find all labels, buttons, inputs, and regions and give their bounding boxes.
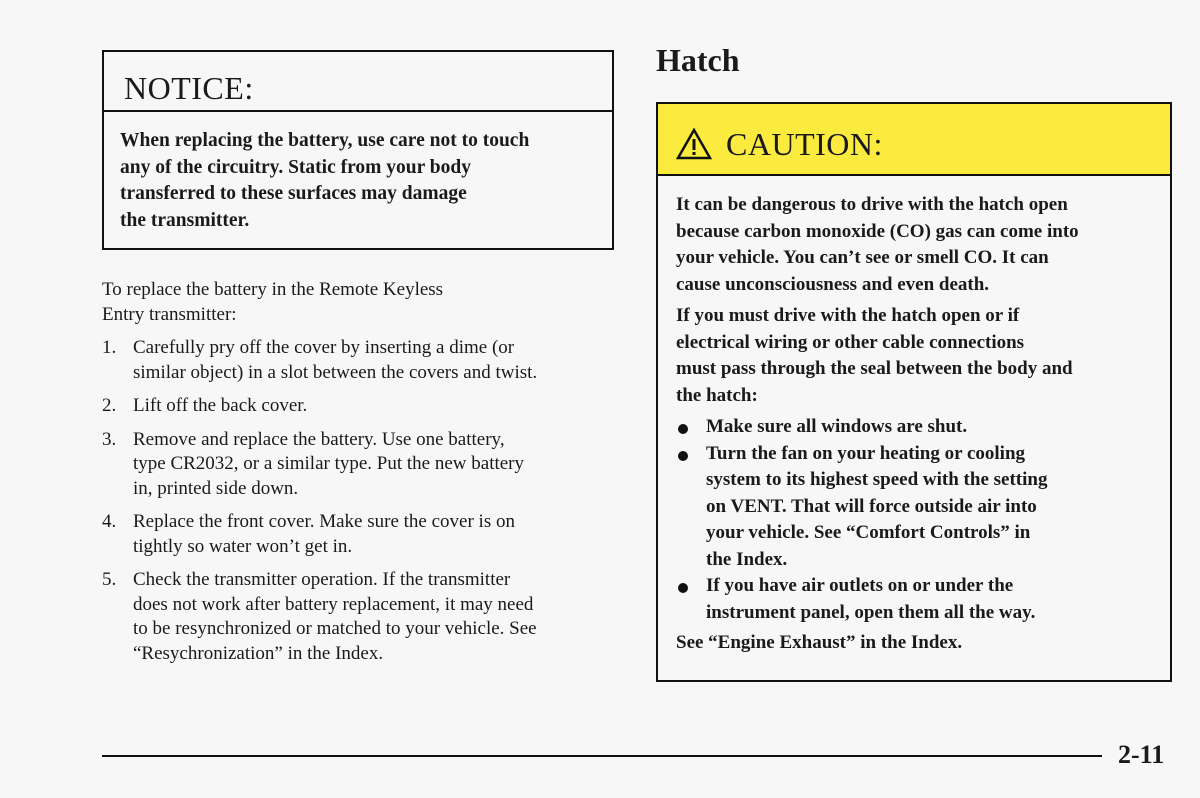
caution-box — [656, 102, 1172, 682]
caution-text — [658, 176, 1170, 657]
battery-steps-list — [102, 336, 622, 675]
section-title-hatch: Hatch — [656, 42, 740, 78]
step-number: 1. — [102, 337, 117, 358]
caution-line: electrical wiring or other cable connections — [676, 331, 1025, 353]
notice-text — [104, 112, 612, 234]
step-line: Remove and replace the battery. Use one battery, — [133, 428, 505, 450]
caution-line: because carbon monoxide (CO) gas can come into — [676, 220, 1079, 242]
bullet-line: on VENT. That will force outside air into — [706, 495, 1037, 517]
caution-line: must pass through the seal between the body and — [676, 358, 1073, 379]
notice-box — [102, 50, 614, 250]
notice-line: any of the circuitry. Static from your body — [120, 156, 471, 178]
step-line: type CR2032, or a similar type. Put the new battery — [133, 453, 525, 474]
step-line: Carefully pry off the cover by inserting a dime (or — [133, 337, 515, 358]
bullet-line: Make sure all windows are shut. — [706, 416, 968, 437]
step-item — [102, 568, 622, 666]
warning-triangle-icon — [676, 128, 712, 160]
bullet-icon — [678, 424, 688, 434]
bullet-line: instrument panel, open them all the way. — [706, 601, 1036, 623]
intro-line: Entry transmitter: — [102, 304, 237, 325]
notice-line: transferred to these surfaces may damage — [120, 183, 467, 204]
bullet-item — [676, 573, 1160, 626]
caution-paragraph — [676, 303, 1160, 409]
bullet-line: your vehicle. See “Comfort Controls” in — [706, 522, 1031, 543]
notice-line: the transmitter. — [120, 209, 250, 231]
bullet-line: the Index. — [706, 548, 788, 570]
caution-line: If you must drive with the hatch open or if — [676, 305, 1020, 326]
step-item — [102, 428, 622, 502]
intro-paragraph — [102, 277, 443, 327]
bullet-line: system to its highest speed with the setting — [706, 469, 1048, 490]
step-line: Lift off the back cover. — [133, 395, 308, 416]
step-item — [102, 336, 622, 385]
intro-line: To replace the battery in the Remote Keyless — [102, 279, 444, 300]
step-line: to be resynchronized or matched to your vehicle. See — [133, 618, 537, 639]
step-line: Replace the front cover. Make sure the cover is on — [133, 511, 515, 532]
caution-closing: See “Engine Exhaust” in the Index. — [676, 632, 963, 653]
footer-rule — [102, 755, 1102, 757]
step-line: in, printed side down. — [133, 477, 299, 499]
bullet-line: If you have air outlets on or under the — [706, 575, 1014, 596]
bullet-icon — [678, 583, 688, 593]
caution-paragraph — [676, 192, 1160, 298]
step-line: does not work after battery replacement, it may need — [133, 593, 534, 615]
notice-line: When replacing the battery, use care not to touch — [120, 130, 530, 151]
step-line: similar object) in a slot between the covers and twist. — [133, 361, 538, 383]
caution-line: It can be dangerous to drive with the hatch open — [676, 194, 1068, 215]
caution-bullet-list — [676, 414, 1160, 626]
bullet-line: Turn the fan on your heating or cooling — [706, 442, 1026, 464]
bullet-icon — [678, 451, 688, 461]
bullet-item — [676, 441, 1160, 574]
notice-heading: NOTICE: — [104, 52, 612, 112]
step-number: 2. — [102, 395, 117, 416]
caution-line: your vehicle. You can’t see or smell CO. It can — [676, 247, 1049, 268]
step-item — [102, 394, 622, 419]
bullet-item — [676, 414, 1160, 441]
page-number: 2-11 — [1118, 740, 1165, 769]
step-item — [102, 510, 622, 559]
caution-header — [658, 104, 1170, 176]
caution-label: CAUTION: — [726, 125, 883, 162]
step-line: “Resychronization” in the Index. — [133, 642, 384, 664]
step-number: 4. — [102, 511, 117, 532]
step-line: tightly so water won’t get in. — [133, 535, 353, 557]
caution-line: the hatch: — [676, 384, 758, 406]
step-line: Check the transmitter operation. If the transmitter — [133, 569, 511, 590]
caution-line: cause unconsciousness and even death. — [676, 273, 990, 295]
step-number: 5. — [102, 569, 117, 590]
step-number: 3. — [102, 428, 117, 450]
